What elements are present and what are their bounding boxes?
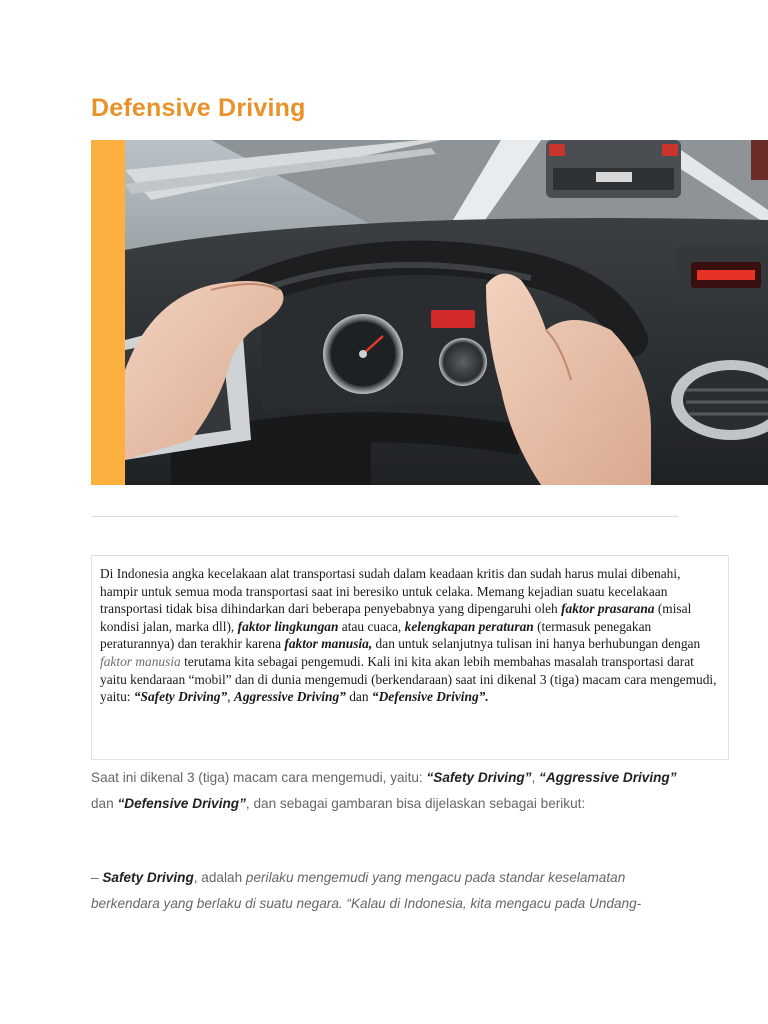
faktor-manusia-link: faktor manusia (100, 653, 181, 669)
steering-wheel-illustration (91, 140, 768, 485)
term-safety-driving: “Safety Driving” (426, 770, 532, 785)
emphasis-aggressive-driving: Aggressive Driving” (233, 689, 346, 705)
accent-bar (91, 140, 125, 485)
emphasis-kelengkapan-peraturan: kelengkapan peraturan (404, 618, 534, 634)
emphasis-faktor-manusia: faktor manusia, (284, 636, 373, 652)
section-divider (91, 516, 678, 517)
intro-quote-box: Di Indonesia angka kecelakaan alat transportasi sudah dalam keadaan kritis dan sudah harus mulai dibenahi, hampir untuk semua moda transportasi saat ini beresiko untuk celaka. Memang kejadian suatu kecelakaan transportasi tidak bisa dihindarkan dari beberapa penyebabnya yang dipengaruhi oleh faktor prasarana (misal kondisi jalan, marka dll), faktor lingkungan atau cuaca, kelengkapan peraturan (termasuk penegakan peraturannya) dan terakhir karena faktor manusia, dan untuk selanjutnya tulisan ini hanya berhubungan dengan faktor manusia terutama kita sebagai pengemudi. Kali ini kita akan lebih membahas masalah transportasi darat yaitu kendaraan “mobil” dan di dunia mengemudi (berkendaraan) saat ini dikenal 3 (tiga) macam cara mengemudi, yaitu: “Safety Driving”, Aggressive Driving” dan “Defensive Driving”. (91, 555, 729, 760)
term-defensive-driving: “Defensive Driving” (117, 796, 246, 811)
hero-image (91, 140, 768, 485)
emphasis-safety-driving: “Safety Driving” (133, 689, 228, 705)
term-safety-driving-heading: Safety Driving (102, 870, 194, 885)
emphasis-faktor-prasarana: faktor prasarana (561, 601, 655, 617)
paragraph-safety-driving: – Safety Driving, adalah perilaku mengemudi yang mengacu pada standar keselamatan berkendara yang berlaku di suatu negara. “Kalau di Indonesia, kita mengacu pada Undang- (91, 870, 642, 911)
page-title: Defensive Driving (91, 94, 306, 122)
paragraph-driving-types: Saat ini dikenal 3 (tiga) macam cara mengemudi, yaitu: “Safety Driving”, “Aggressive Driving” dan “Defensive Driving”, dan sebagai gambaran bisa dijelaskan sebagai berikut: (91, 770, 677, 811)
emphasis-faktor-lingkungan: faktor lingkungan (237, 618, 339, 634)
term-aggressive-driving: “Aggressive Driving” (539, 770, 677, 785)
emphasis-defensive-driving: “Defensive Driving”. (371, 689, 489, 705)
